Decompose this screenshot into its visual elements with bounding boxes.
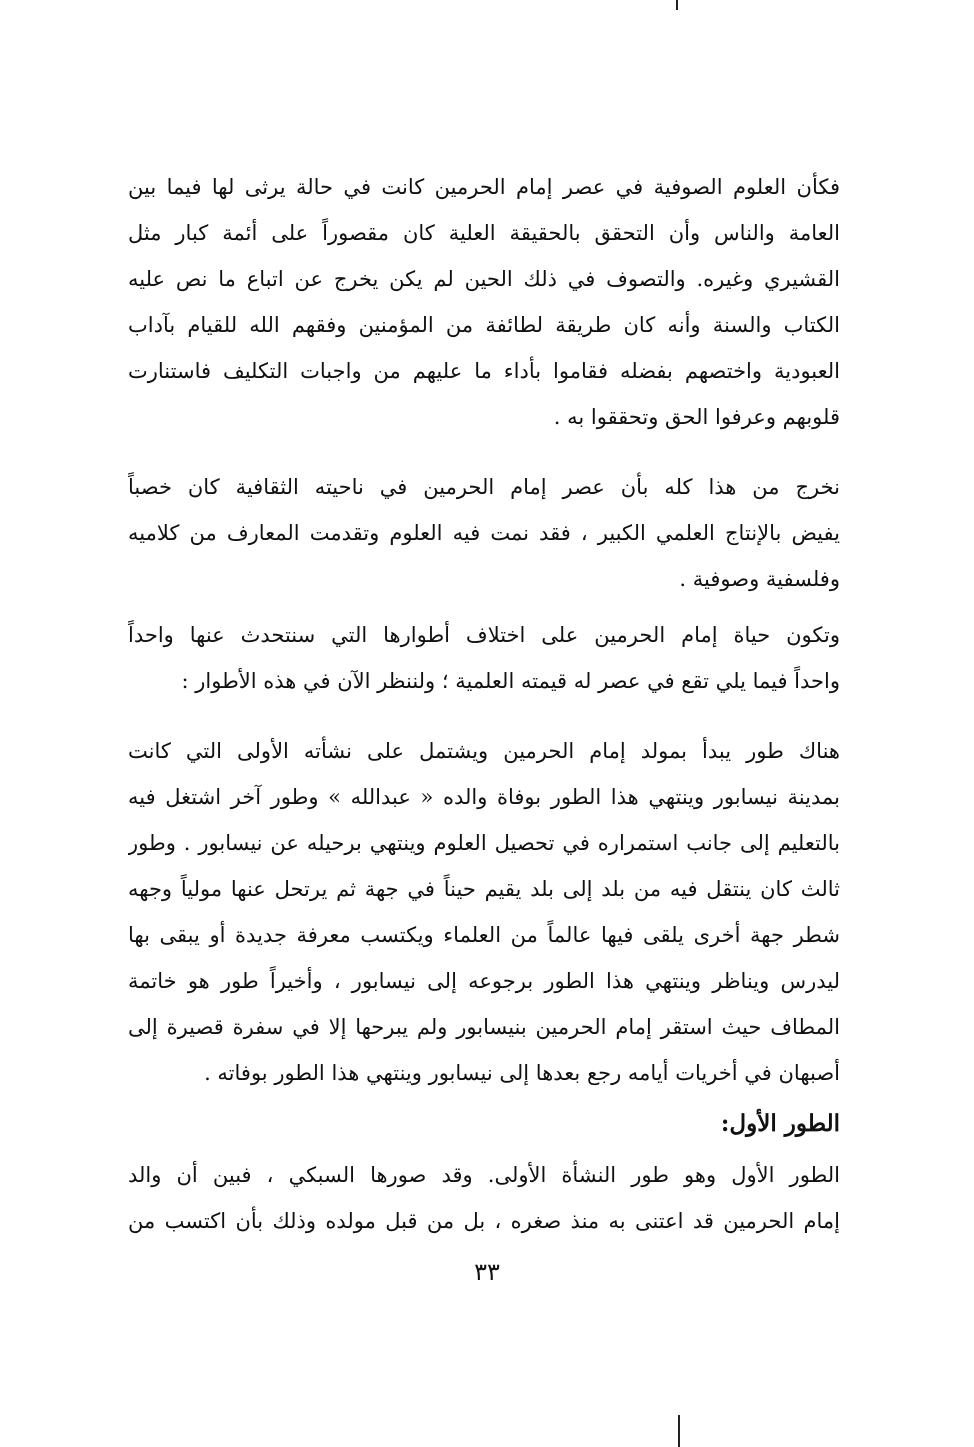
paragraph-gap bbox=[128, 704, 840, 728]
paragraph-gap bbox=[128, 440, 840, 464]
text-line: شطر جهة أخرى يلقى فيها عالماً من العلماء ويكتسب معرفة جديدة أو يبقى بها bbox=[128, 923, 840, 947]
paragraph-sufism bbox=[128, 164, 840, 440]
text-line: نخرج من هذا كله بأن عصر إمام الحرمين في ناحيته الثقافية كان خصباً bbox=[128, 475, 840, 499]
text-line: إمام الحرمين قد اعتنى به منذ صغره ، بل من قبل مولده وذلك بأن اكتسب من bbox=[128, 1209, 840, 1233]
text-line: واحداً فيما يلي تقع في عصر له قيمته العلمية ؛ ولننظر الآن في هذه الأطوار : bbox=[181, 669, 840, 693]
page-number: ٣٣ bbox=[474, 1258, 500, 1286]
paragraph-life-stages bbox=[128, 728, 840, 1096]
text-line: المطاف حيث استقر إمام الحرمين بنيسابور ولم يبرحها إلا في سفرة قصيرة إلى bbox=[128, 1015, 840, 1039]
crop-mark-bottom bbox=[678, 1415, 680, 1447]
paragraph-gap bbox=[128, 602, 840, 612]
text-line: قلوبهم وعرفوا الحق وتحققوا به . bbox=[553, 405, 840, 429]
text-line: وفلسفية وصوفية . bbox=[679, 567, 840, 591]
text-line: العبودية واختصهم بفضله فقاموا بأداء ما عليهم من واجبات التكليف فاستنارت bbox=[128, 359, 840, 383]
text-line: يفيض بالإنتاج العلمي الكبير ، فقد نمت فيه العلوم وتقدمت المعارف من كلاميه bbox=[128, 521, 840, 545]
text-line: الطور الأول وهو طور النشأة الأولى. وقد صورها السبكي ، فبين أن والد bbox=[128, 1163, 840, 1187]
text-line: وتكون حياة إمام الحرمين على اختلاف أطوارها التي سنتحدث عنها واحداً bbox=[128, 623, 840, 647]
text-line: هناك طور يبدأ بمولد إمام الحرمين ويشتمل على نشأته الأولى التي كانت bbox=[128, 739, 840, 763]
text-line: العامة والناس وأن التحقق بالحقيقة العلية كان مقصوراً على أئمة كبار مثل bbox=[128, 221, 840, 245]
paragraph-cultural-era bbox=[128, 464, 840, 602]
text-line: ليدرس ويناظر وينتهي هذا الطور برجوعه إلى نيسابور ، وأخيراً طور هو خاتمة bbox=[128, 969, 840, 993]
page-body bbox=[128, 164, 840, 1244]
text-line: أصبهان في أخريات أيامه رجع بعدها إلى نيسابور وينتهي هذا الطور بوفاته . bbox=[204, 1061, 840, 1085]
text-line: القشيري وغيره. والتصوف في ذلك الحين لم يكن يخرج عن اتباع ما نص عليه bbox=[128, 267, 840, 291]
text-line: بالتعليم إلى جانب استمراره في تحصيل العلوم وينتهي برحيله عن نيسابور . وطور bbox=[128, 831, 840, 855]
paragraph-life-stages-intro bbox=[128, 612, 840, 704]
crop-mark-top bbox=[676, 0, 678, 10]
text-line: فكأن العلوم الصوفية في عصر إمام الحرمين كانت في حالة يرثى لها فيما بين bbox=[128, 175, 840, 199]
text-line: ثالث كان ينتقل فيه من بلد إلى بلد يقيم حيناً في جهة ثم يرتحل عنها مولياً وجهه bbox=[128, 877, 840, 901]
paragraph-first-stage bbox=[128, 1152, 840, 1244]
section-heading: الطور الأول: bbox=[720, 1110, 840, 1137]
text-line: الكتاب والسنة وأنه كان طريقة لطائفة من المؤمنين وفقهم الله للقيام بآداب bbox=[128, 313, 840, 337]
text-line: بمدينة نيسابور وينتهي هذا الطور بوفاة والده « عبدالله » وطور آخر اشتغل فيه bbox=[128, 785, 840, 809]
